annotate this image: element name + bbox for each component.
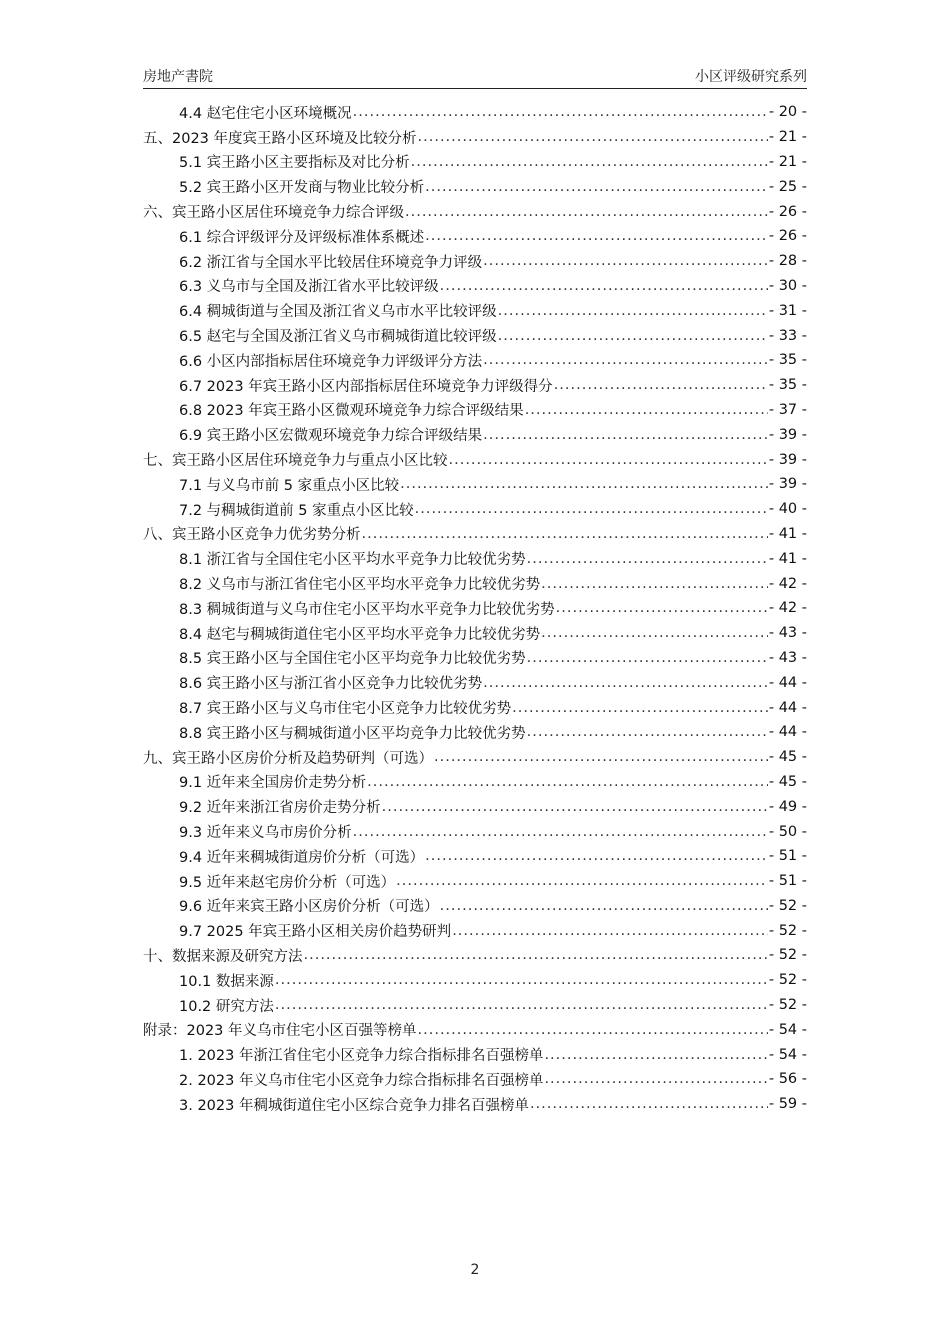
toc-leader-dots — [304, 947, 768, 963]
toc-entry[interactable] — [143, 224, 807, 249]
toc-entry[interactable] — [143, 199, 807, 224]
toc-entry[interactable] — [143, 1067, 807, 1092]
toc-leader-dots — [483, 352, 768, 368]
toc-entry-title: 9.5 近年来赵宅房价分析（可选） — [179, 874, 396, 891]
toc-entry-title: 10.1 数据来源 — [179, 973, 274, 990]
toc-entry-title: 5.1 宾王路小区主要指标及对比分析 — [179, 155, 410, 172]
toc-entry-title: 10.2 研究方法 — [179, 998, 274, 1015]
table-of-contents — [143, 100, 807, 1117]
toc-entry[interactable] — [143, 968, 807, 993]
toc-entry-title: 8.7 宾王路小区与义乌市住宅小区竞争力比较优劣势 — [179, 701, 512, 718]
toc-leader-dots — [362, 526, 768, 542]
toc-entry-title: 6.5 赵宅与全国及浙江省义乌市稠城街道比较评级 — [179, 329, 497, 346]
toc-entry-title: 七、宾王路小区居住环境竞争力与重点小区比较 — [143, 453, 448, 470]
toc-entry[interactable] — [143, 422, 807, 447]
toc-entry-page: - 52 - — [768, 922, 807, 939]
toc-entry-page: - 50 - — [768, 823, 807, 840]
toc-entry[interactable] — [143, 150, 807, 175]
toc-leader-dots — [527, 724, 768, 740]
toc-leader-dots — [434, 749, 768, 765]
toc-entry-page: - 39 - — [768, 426, 807, 443]
toc-entry-page: - 39 - — [768, 451, 807, 468]
toc-entry[interactable] — [143, 274, 807, 299]
toc-entry-title: 2. 2023 年义乌市住宅小区竞争力综合指标排名百强榜单 — [179, 1072, 544, 1089]
toc-entry[interactable] — [143, 596, 807, 621]
toc-leader-dots — [498, 303, 768, 319]
toc-entry-page: - 28 - — [768, 253, 807, 270]
toc-entry-title: 九、宾王路小区房价分析及趋势研判（可选） — [143, 750, 433, 767]
toc-entry-title: 9.7 2025 年宾王路小区相关房价趋势研判 — [179, 924, 452, 941]
toc-entry[interactable] — [143, 844, 807, 869]
toc-entry-page: - 31 - — [768, 302, 807, 319]
toc-entry[interactable] — [143, 894, 807, 919]
toc-leader-dots — [483, 253, 768, 269]
toc-entry-title: 7.1 与义乌市前 5 家重点小区比较 — [179, 477, 400, 494]
toc-leader-dots — [483, 427, 768, 443]
toc-leader-dots — [418, 1022, 768, 1038]
toc-entry-page: - 41 - — [768, 525, 807, 542]
toc-leader-dots — [405, 204, 768, 220]
toc-leader-dots — [425, 848, 768, 864]
toc-leader-dots — [382, 799, 768, 815]
toc-leader-dots — [411, 154, 768, 170]
toc-entry-page: - 37 - — [768, 401, 807, 418]
toc-entry-page: - 33 - — [768, 327, 807, 344]
toc-entry-title: 5.2 宾王路小区开发商与物业比较分析 — [179, 180, 425, 197]
toc-entry[interactable] — [143, 447, 807, 472]
toc-entry[interactable] — [143, 398, 807, 423]
toc-leader-dots — [527, 650, 768, 666]
toc-entry-title: 9.6 近年来宾王路小区房价分析（可选） — [179, 899, 439, 916]
toc-entry[interactable] — [143, 497, 807, 522]
toc-leader-dots — [541, 625, 768, 641]
toc-entry[interactable] — [143, 794, 807, 819]
toc-entry[interactable] — [143, 100, 807, 125]
toc-entry-title: 9.4 近年来稠城街道房价分析（可选） — [179, 849, 425, 866]
toc-leader-dots — [418, 129, 768, 145]
toc-entry[interactable] — [143, 125, 807, 150]
toc-entry[interactable] — [143, 670, 807, 695]
toc-entry[interactable] — [143, 819, 807, 844]
toc-entry[interactable] — [143, 621, 807, 646]
toc-entry-page: - 45 - — [768, 773, 807, 790]
toc-leader-dots — [449, 452, 768, 468]
toc-leader-dots — [440, 278, 768, 294]
toc-entry-title: 8.2 义乌市与浙江省住宅小区平均水平竞争力比较优劣势 — [179, 577, 541, 594]
toc-entry[interactable] — [143, 522, 807, 547]
toc-entry-page: - 54 - — [768, 1046, 807, 1063]
toc-entry-page: - 30 - — [768, 277, 807, 294]
toc-entry[interactable] — [143, 695, 807, 720]
toc-entry-title: 六、宾王路小区居住环境竞争力综合评级 — [143, 205, 404, 222]
toc-entry-page: - 45 - — [768, 749, 807, 766]
toc-entry-title: 8.1 浙江省与全国住宅小区平均水平竞争力比较优劣势 — [179, 552, 526, 569]
toc-leader-dots — [425, 228, 768, 244]
toc-entry-title: 8.5 宾王路小区与全国住宅小区平均竞争力比较优劣势 — [179, 651, 526, 668]
toc-entry-page: - 26 - — [768, 203, 807, 220]
toc-entry-page: - 21 - — [768, 129, 807, 146]
toc-entry-title: 6.1 综合评级评分及评级标准体系概述 — [179, 229, 425, 246]
toc-entry-title: 十、数据来源及研究方法 — [143, 948, 303, 965]
toc-entry-page: - 51 - — [768, 848, 807, 865]
toc-leader-dots — [525, 402, 768, 418]
toc-entry-page: - 52 - — [768, 972, 807, 989]
toc-entry-title: 6.6 小区内部指标居住环境竞争力评级评分方法 — [179, 353, 483, 370]
toc-entry-page: - 42 - — [768, 575, 807, 592]
toc-entry[interactable] — [143, 1092, 807, 1117]
toc-entry-page: - 56 - — [768, 1071, 807, 1088]
toc-leader-dots — [527, 551, 768, 567]
toc-entry-page: - 52 - — [768, 947, 807, 964]
toc-entry[interactable] — [143, 249, 807, 274]
page-number: 2 — [470, 1262, 480, 1278]
toc-entry[interactable] — [143, 869, 807, 894]
toc-entry[interactable] — [143, 720, 807, 745]
toc-leader-dots — [353, 104, 768, 120]
toc-entry-title: 8.4 赵宅与稠城街道住宅小区平均水平竞争力比较优劣势 — [179, 626, 541, 643]
toc-leader-dots — [530, 1096, 768, 1112]
toc-entry-title: 8.6 宾王路小区与浙江省小区竞争力比较优劣势 — [179, 676, 483, 693]
toc-leader-dots — [425, 179, 768, 195]
toc-entry-page: - 41 - — [768, 550, 807, 567]
toc-entry-page: - 51 - — [768, 873, 807, 890]
toc-entry-page: - 43 - — [768, 649, 807, 666]
toc-entry-title: 6.9 宾王路小区宏微观环境竞争力综合评级结果 — [179, 428, 483, 445]
toc-entry-page: - 35 - — [768, 352, 807, 369]
toc-leader-dots — [396, 873, 768, 889]
toc-entry-page: - 39 - — [768, 476, 807, 493]
toc-entry-page: - 25 - — [768, 178, 807, 195]
toc-entry-title: 6.7 2023 年宾王路小区内部指标居住环境竞争力评级得分 — [179, 378, 553, 395]
toc-entry-page: - 35 - — [768, 377, 807, 394]
toc-entry-title: 4.4 赵宅住宅小区环境概况 — [179, 105, 352, 122]
header-right-text: 小区评级研究系列 — [695, 69, 807, 85]
toc-leader-dots — [275, 997, 768, 1013]
toc-entry[interactable] — [143, 373, 807, 398]
toc-entry-title: 7.2 与稠城街道前 5 家重点小区比较 — [179, 502, 414, 519]
toc-entry-title: 9.1 近年来全国房价走势分析 — [179, 775, 367, 792]
toc-entry[interactable] — [143, 472, 807, 497]
toc-entry-page: - 49 - — [768, 798, 807, 815]
toc-entry-title: 6.3 义乌市与全国及浙江省水平比较评级 — [179, 279, 439, 296]
toc-entry[interactable] — [143, 1017, 807, 1042]
toc-entry-title: 6.2 浙江省与全国水平比较居住环境竞争力评级 — [179, 254, 483, 271]
toc-entry-title: 6.8 2023 年宾王路小区微观环境竞争力综合评级结果 — [179, 403, 524, 420]
toc-leader-dots — [452, 923, 768, 939]
toc-entry[interactable] — [143, 298, 807, 323]
toc-entry-title: 1. 2023 年浙江省住宅小区竞争力综合指标排名百强榜单 — [179, 1048, 544, 1065]
toc-entry[interactable] — [143, 770, 807, 795]
toc-entry[interactable] — [143, 174, 807, 199]
toc-entry-title: 9.2 近年来浙江省房价走势分析 — [179, 800, 381, 817]
toc-leader-dots — [400, 476, 768, 492]
toc-entry[interactable] — [143, 943, 807, 968]
toc-entry-title: 8.8 宾王路小区与稠城街道小区平均竞争力比较优劣势 — [179, 725, 526, 742]
toc-entry[interactable] — [143, 1042, 807, 1067]
toc-leader-dots — [275, 972, 768, 988]
toc-leader-dots — [498, 328, 768, 344]
toc-entry-title: 八、宾王路小区竞争力优劣势分析 — [143, 527, 361, 544]
toc-entry-title: 五、2023 年度宾王路小区环境及比较分析 — [143, 130, 417, 147]
toc-entry-page: - 52 - — [768, 897, 807, 914]
toc-entry-page: - 20 - — [768, 104, 807, 121]
toc-entry-title: 3. 2023 年稠城街道住宅小区综合竞争力排名百强榜单 — [179, 1097, 529, 1114]
toc-entry-page: - 52 - — [768, 997, 807, 1014]
toc-entry-page: - 59 - — [768, 1096, 807, 1113]
toc-entry[interactable] — [143, 993, 807, 1018]
toc-entry-page: - 43 - — [768, 625, 807, 642]
toc-entry[interactable] — [143, 646, 807, 671]
toc-entry[interactable] — [143, 348, 807, 373]
toc-entry[interactable] — [143, 571, 807, 596]
toc-leader-dots — [367, 774, 768, 790]
toc-entry-page: - 54 - — [768, 1021, 807, 1038]
toc-leader-dots — [353, 824, 768, 840]
toc-leader-dots — [544, 1071, 767, 1087]
toc-entry[interactable] — [143, 745, 807, 770]
toc-entry[interactable] — [143, 918, 807, 943]
header-left-text: 房地产書院 — [143, 69, 213, 85]
toc-leader-dots — [512, 700, 768, 716]
toc-entry-title: 9.3 近年来义乌市房价分析 — [179, 825, 352, 841]
toc-entry-title: 附录：2023 年义乌市住宅小区百强等榜单 — [143, 1023, 417, 1040]
toc-leader-dots — [554, 377, 768, 393]
toc-leader-dots — [544, 1047, 767, 1063]
toc-entry-page: - 42 - — [768, 600, 807, 617]
toc-entry[interactable] — [143, 546, 807, 571]
toc-entry-page: - 40 - — [768, 501, 807, 518]
toc-entry-title: 6.4 稠城街道与全国及浙江省义乌市水平比较评级 — [179, 304, 497, 321]
page-header — [143, 66, 807, 89]
toc-entry-page: - 26 - — [768, 228, 807, 245]
toc-entry-page: - 21 - — [768, 153, 807, 170]
toc-entry-page: - 44 - — [768, 724, 807, 741]
toc-entry[interactable] — [143, 323, 807, 348]
toc-entry-page: - 44 - — [768, 674, 807, 691]
toc-leader-dots — [440, 898, 768, 914]
toc-entry-page: - 44 - — [768, 699, 807, 716]
toc-entry-title: 8.3 稠城街道与义乌市住宅小区平均水平竞争力比较优劣势 — [179, 601, 555, 618]
toc-leader-dots — [483, 675, 768, 691]
toc-leader-dots — [415, 501, 768, 517]
toc-leader-dots — [541, 576, 768, 592]
toc-leader-dots — [556, 600, 768, 616]
